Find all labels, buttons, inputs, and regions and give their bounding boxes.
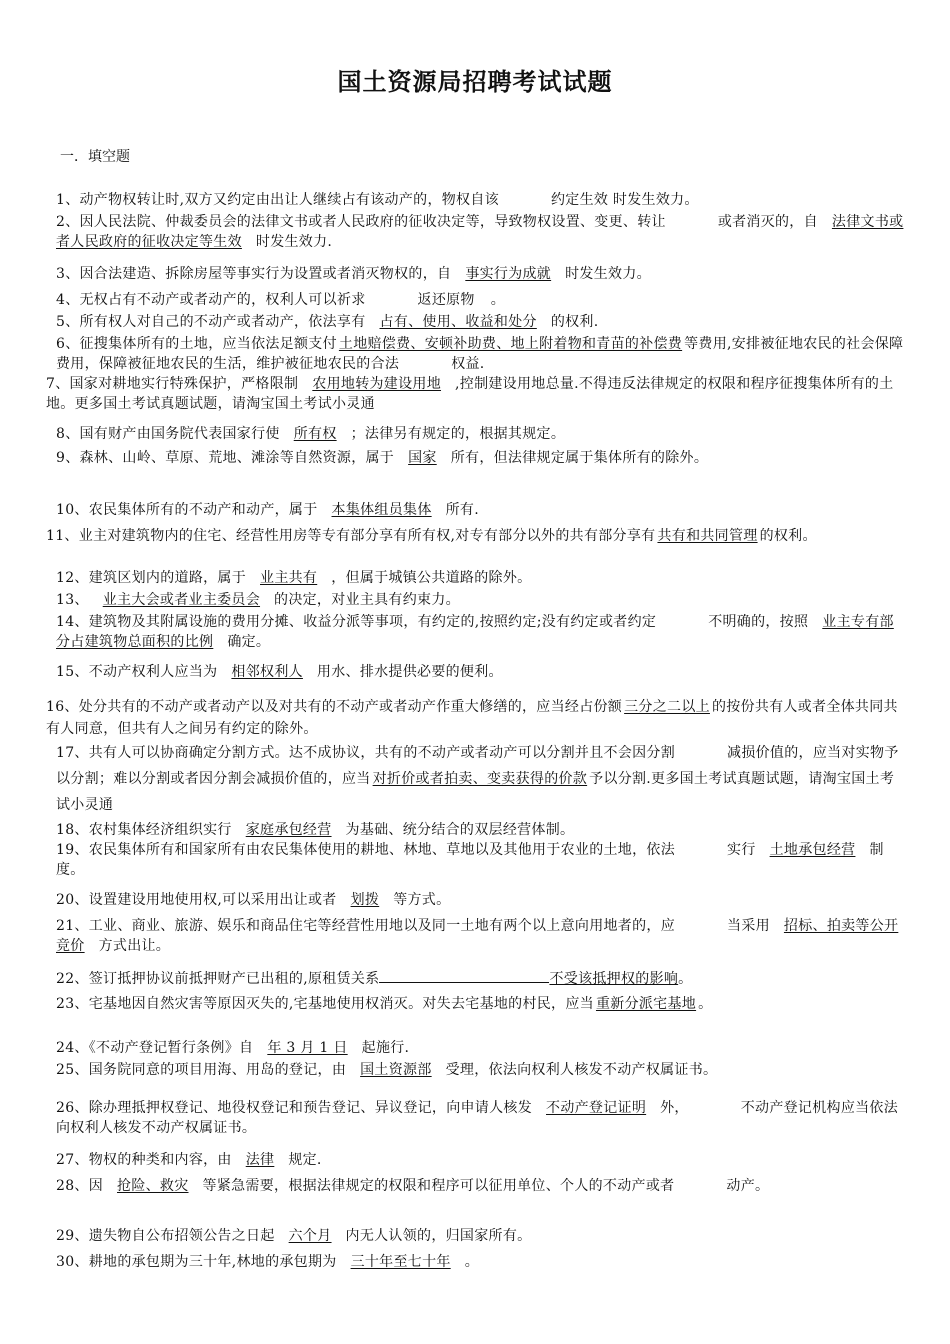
answer-blank: 不受该抵押权的影响 bbox=[549, 971, 679, 987]
question-6: 6、征搜集体所有的土地，应当依法足额支付 土地赔偿费、安顿补助费、地上附着物和青苗的补偿费 等费用,安排被征地农民的社会保障费用，保障被征地农民的生活，维护被征地农民的合法 权益. bbox=[56, 336, 904, 372]
answer-blank: 国家 bbox=[408, 450, 437, 466]
question-22: 22、签订抵押协议前抵押财产已出租的,原租赁关系 不受该抵押权的影响。 bbox=[56, 968, 904, 989]
answer-text: 返还原物 bbox=[417, 292, 475, 308]
answer-blank: 法律 bbox=[245, 1152, 275, 1168]
answer-blank: 三十年至七十年 bbox=[350, 1254, 451, 1270]
question-8: 8、国有财产由国务院代表国家行使 所有权 ；法律另有规定的，根据其规定。 bbox=[56, 426, 566, 442]
question-26: 26、除办理抵押权登记、地役权登记和预告登记、异议登记，向申请人核发 不动产登记证明 外， 不动产登记机构应当依法向权利人核发不动产权属证书。 bbox=[56, 1100, 899, 1136]
answer-blank: 抢险、救灾 bbox=[117, 1178, 189, 1194]
question-1: 1、动产物权转让时,双方又约定由出让人继续占有该动产的，物权自该 约定生效 时发生效力。 bbox=[56, 192, 699, 208]
answer-blank: 招标、拍卖等公开竞价 bbox=[56, 918, 899, 954]
answer-blank: 相邻权利人 bbox=[231, 664, 303, 680]
question-11: 11、业主对建筑物内的住宅、经营性用房等专有部分享有所有权,对专有部分以外的共有部分享有 共有和共同管理 的权利。 bbox=[46, 528, 817, 544]
question-23: 23、宅基地因自然灾害等原因灭失的,宅基地使用权消灭。对失去宅基地的村民，应当 重新分派宅基地 。 bbox=[56, 996, 713, 1012]
answer-blank: 所有权 bbox=[293, 426, 337, 442]
answer-blank: 业主专有部分占建筑物总面积的比例 bbox=[56, 614, 894, 650]
question-19: 19、农民集体所有和国家所有由农民集体使用的耕地、林地、草地以及其他用于农业的土地，依法 实行 土地承包经营 制度。 bbox=[56, 842, 884, 878]
question-17: 17、共有人可以协商确定分割方式。达不成协议，共有的不动产或者动产可以分割并且不会因分割 减损价值的，应当对实物予以分割；难以分割或者因分割会减损价值的，应当 对折价或者拍卖、变卖获得的价款 予以分割.更多国土考试真题试题，请淘宝国土考试小灵通 bbox=[56, 745, 899, 813]
question-3: 3、因合法建造、拆除房屋等事实行为设置或者消灭物权的，自 事实行为成就 时发生效力。 bbox=[56, 266, 651, 282]
question-5: 5、所有权人对自己的不动产或者动产，依法享有 占有、使用、收益和处分 的权利. bbox=[56, 314, 599, 330]
answer-blank: 本集体组员集体 bbox=[331, 502, 432, 518]
answer-blank: 划拨 bbox=[350, 892, 380, 908]
section-heading: 一．填空题 bbox=[60, 149, 130, 165]
question-16: 16、处分共有的不动产或者动产以及对共有的不动产或者动产作重大修缮的，应当经占份额 三分之二以上 的按份共有人或者全体共同共有人同意，但共有人之间另有约定的除外。 bbox=[46, 699, 898, 737]
question-21: 21、工业、商业、旅游、娱乐和商品住宅等经营性用地以及同一土地有两个以上意向用地者的，应 当采用 招标、拍卖等公开竞价 方式出让。 bbox=[56, 918, 899, 954]
question-12: 12、建筑区划内的道路，属于 业主共有 ，但属于城镇公共道路的除外。 bbox=[56, 570, 532, 586]
question-18: 18、农村集体经济组织实行 家庭承包经营 为基础、统分结合的双层经营体制。 bbox=[56, 822, 575, 838]
question-7: 7、国家对耕地实行特殊保护，严格限制 农用地转为建设用地 ,控制建设用地总量.不得违反法律规定的权限和程序征搜集体所有的土地。更多国土考试真题试题，请淘宝国土考试小灵通 bbox=[46, 376, 894, 412]
answer-blank: 重新分派宅基地 bbox=[595, 996, 697, 1012]
answer-blank: 占有、使用、收益和处分 bbox=[379, 314, 537, 330]
question-20: 20、设置建设用地使用权,可以采用出让或者 划拨 等方式。 bbox=[56, 892, 451, 908]
page-title: 国土资源局招聘考试试题 bbox=[337, 68, 613, 96]
question-15: 15、不动产权利人应当为 相邻权利人 用水、排水提供必要的便利。 bbox=[56, 664, 503, 680]
question-14: 14、建筑物及其附属设施的费用分摊、收益分派等事项，有约定的,按照约定;没有约定或者约定 不明确的，按照 业主专有部分占建筑物总面积的比例 确定。 bbox=[56, 614, 894, 650]
answer-blank: 农用地转为建设用地 bbox=[312, 376, 442, 392]
question-4: 4、无权占有不动产或者动产的，权利人可以祈求 返还原物 。 bbox=[56, 292, 506, 308]
question-10: 10、农民集体所有的不动产和动产，属于 本集体组员集体 所有. bbox=[56, 502, 479, 518]
answer-blank: 对折价或者拍卖、变卖获得的价款 bbox=[372, 771, 588, 787]
question-28: 28、因 抢险、救灾 等紧急需要，根据法律规定的权限和程序可以征用单位、个人的不动产或者 动产。 bbox=[56, 1178, 770, 1194]
answer-blank: 业主共有 bbox=[260, 570, 318, 586]
answer-blank: 土地赔偿费、安顿补助费、地上附着物和青苗的补偿费 bbox=[338, 336, 683, 352]
question-25: 25、国务院同意的项目用海、用岛的登记，由 国土资源部 受理，依法向权利人核发不动产权属证书。 bbox=[56, 1062, 718, 1078]
question-27: 27、物权的种类和内容，由 法律 规定. bbox=[56, 1152, 322, 1168]
question-24: 24、《不动产登记暂行条例》自 年 3 月 1 日 起施行. bbox=[56, 1040, 410, 1056]
answer-blank: 共有和共同管理 bbox=[657, 528, 758, 544]
answer-blank: 家庭承包经营 bbox=[245, 822, 332, 838]
answer-blank: 六个月 bbox=[288, 1228, 332, 1244]
answer-blank: 不动产登记证明 bbox=[546, 1100, 647, 1116]
question-9: 9、森林、山岭、草原、荒地、滩涂等自然资源，属于 国家 所有，但法律规定属于集体所有的除外。 bbox=[56, 450, 709, 466]
question-2: 2、因人民法院、仲裁委员会的法律文书或者人民政府的征收决定等，导致物权设置、变更、转让 或者消灭的，自 法律文书或者人民政府的征收决定等生效 时发生效力. bbox=[56, 214, 904, 250]
question-29: 29、遗失物自公布招领公告之日起 六个月 内无人认领的，归国家所有。 bbox=[56, 1228, 532, 1244]
answer-blank: 事实行为成就 bbox=[465, 266, 552, 282]
answer-blank: 年 3 月 1 日 bbox=[267, 1040, 348, 1056]
answer-blank: 土地承包经营 bbox=[769, 842, 856, 858]
question-13: 13、 业主大会或者业主委员会 的决定，对业主具有约束力。 bbox=[56, 592, 460, 608]
answer-blank: 法律文书或者人民政府的征收决定等生效 bbox=[56, 214, 904, 250]
answer-blank: 业主大会或者业主委员会 bbox=[102, 592, 261, 608]
question-30: 30、耕地的承包期为三十年,林地的承包期为 三十年至七十年 。 bbox=[56, 1254, 479, 1270]
answer-blank: 国土资源部 bbox=[360, 1062, 432, 1078]
answer-blank: 三分之二以上 bbox=[624, 699, 710, 715]
